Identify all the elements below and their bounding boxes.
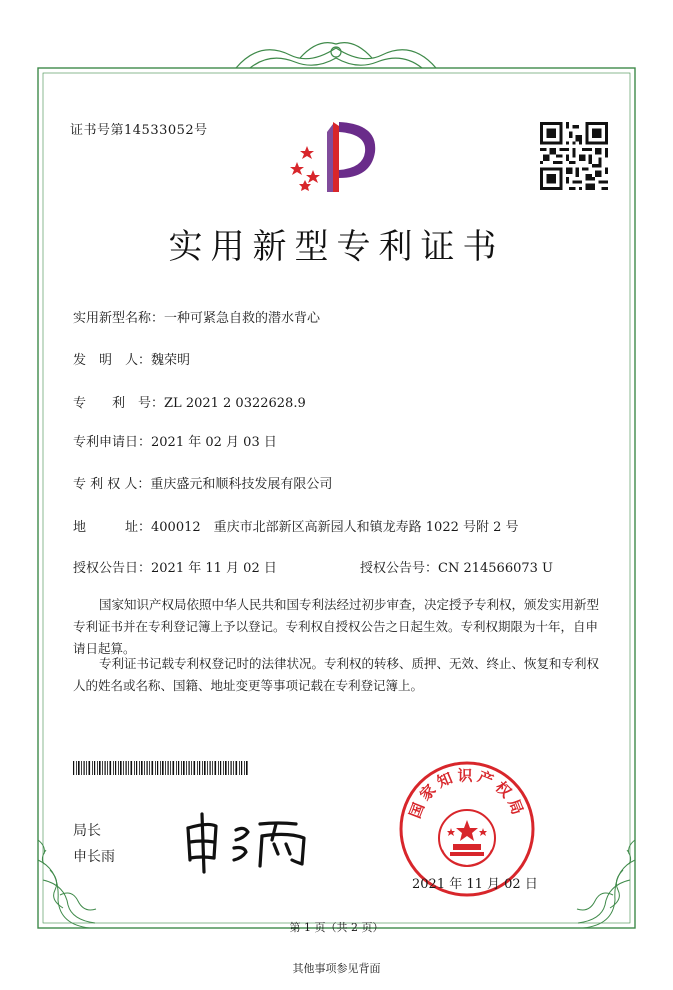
paragraph-legal-status: 专利证书记载专利权登记时的法律状况。专利权的转移、质押、无效、终止、恢复和专利权人的姓名或名称、国籍、地址变更等事项记载在专利登记簿上。 <box>73 656 600 693</box>
field-address <box>73 516 519 535</box>
page-number: 第 1 页（共 2 页） <box>289 921 384 934</box>
signatory-name: 申长雨 <box>73 849 115 865</box>
field-filing-date <box>73 431 277 450</box>
field-utility-model-name <box>73 307 320 326</box>
seal-text: 国家知识产权局 <box>405 766 529 821</box>
field-patent-number <box>73 392 306 411</box>
paragraph-grant-statement: 国家知识产权局依照中华人民共和国专利法经过初步审查，决定授予专利权，颁发实用新型专利证书并在专利登记簿上予以登记。专利权自授权公告之日起生效。专利权期限为十年，自申请日起算。 <box>73 597 600 656</box>
field-value: 重庆盛元和顺科技发展有限公司 <box>150 477 333 492</box>
field-label: 专 利 号： <box>73 396 165 411</box>
barcode <box>73 761 248 775</box>
field-value: 400012 重庆市北部新区高新园人和镇龙寿路 1022 号附 2 号 <box>151 520 519 535</box>
field-label: 专 利 权 人： <box>73 477 151 492</box>
field-value: ZL 2021 2 0322628.9 <box>164 396 306 411</box>
field-value: 一种可紧急自救的潜水背心 <box>164 311 321 326</box>
field-label: 发 明 人： <box>73 353 152 368</box>
field-inventor <box>73 349 190 368</box>
certificate-title: 实用新型专利证书 <box>168 227 505 267</box>
svg-text:国家知识产权局 <box>406 766 528 821</box>
field-label: 专利申请日： <box>73 435 152 450</box>
field-label: 授权公告日： <box>73 561 152 576</box>
field-announcement-number <box>360 557 553 576</box>
field-value: CN 214566073 U <box>438 561 553 576</box>
field-patentee <box>73 473 332 492</box>
seal-date: 2021 年 11 月 02 日 <box>412 877 538 892</box>
back-note: 其他事项参见背面 <box>292 962 381 975</box>
cnipa-logo <box>283 112 383 202</box>
field-value: 2021 年 11 月 02 日 <box>151 561 277 576</box>
field-label: 实用新型名称： <box>73 311 165 326</box>
field-value: 魏荣明 <box>151 353 191 368</box>
signatory-title: 局长 <box>73 823 101 839</box>
signature <box>178 800 328 875</box>
qr-code <box>540 122 608 190</box>
field-label: 授权公告号： <box>360 561 439 576</box>
certificate-number: 证书号第14533052号 <box>70 123 208 138</box>
field-value: 2021 年 02 月 03 日 <box>151 435 277 450</box>
field-announcement-date <box>73 557 277 576</box>
field-label: 地 址： <box>73 520 152 535</box>
